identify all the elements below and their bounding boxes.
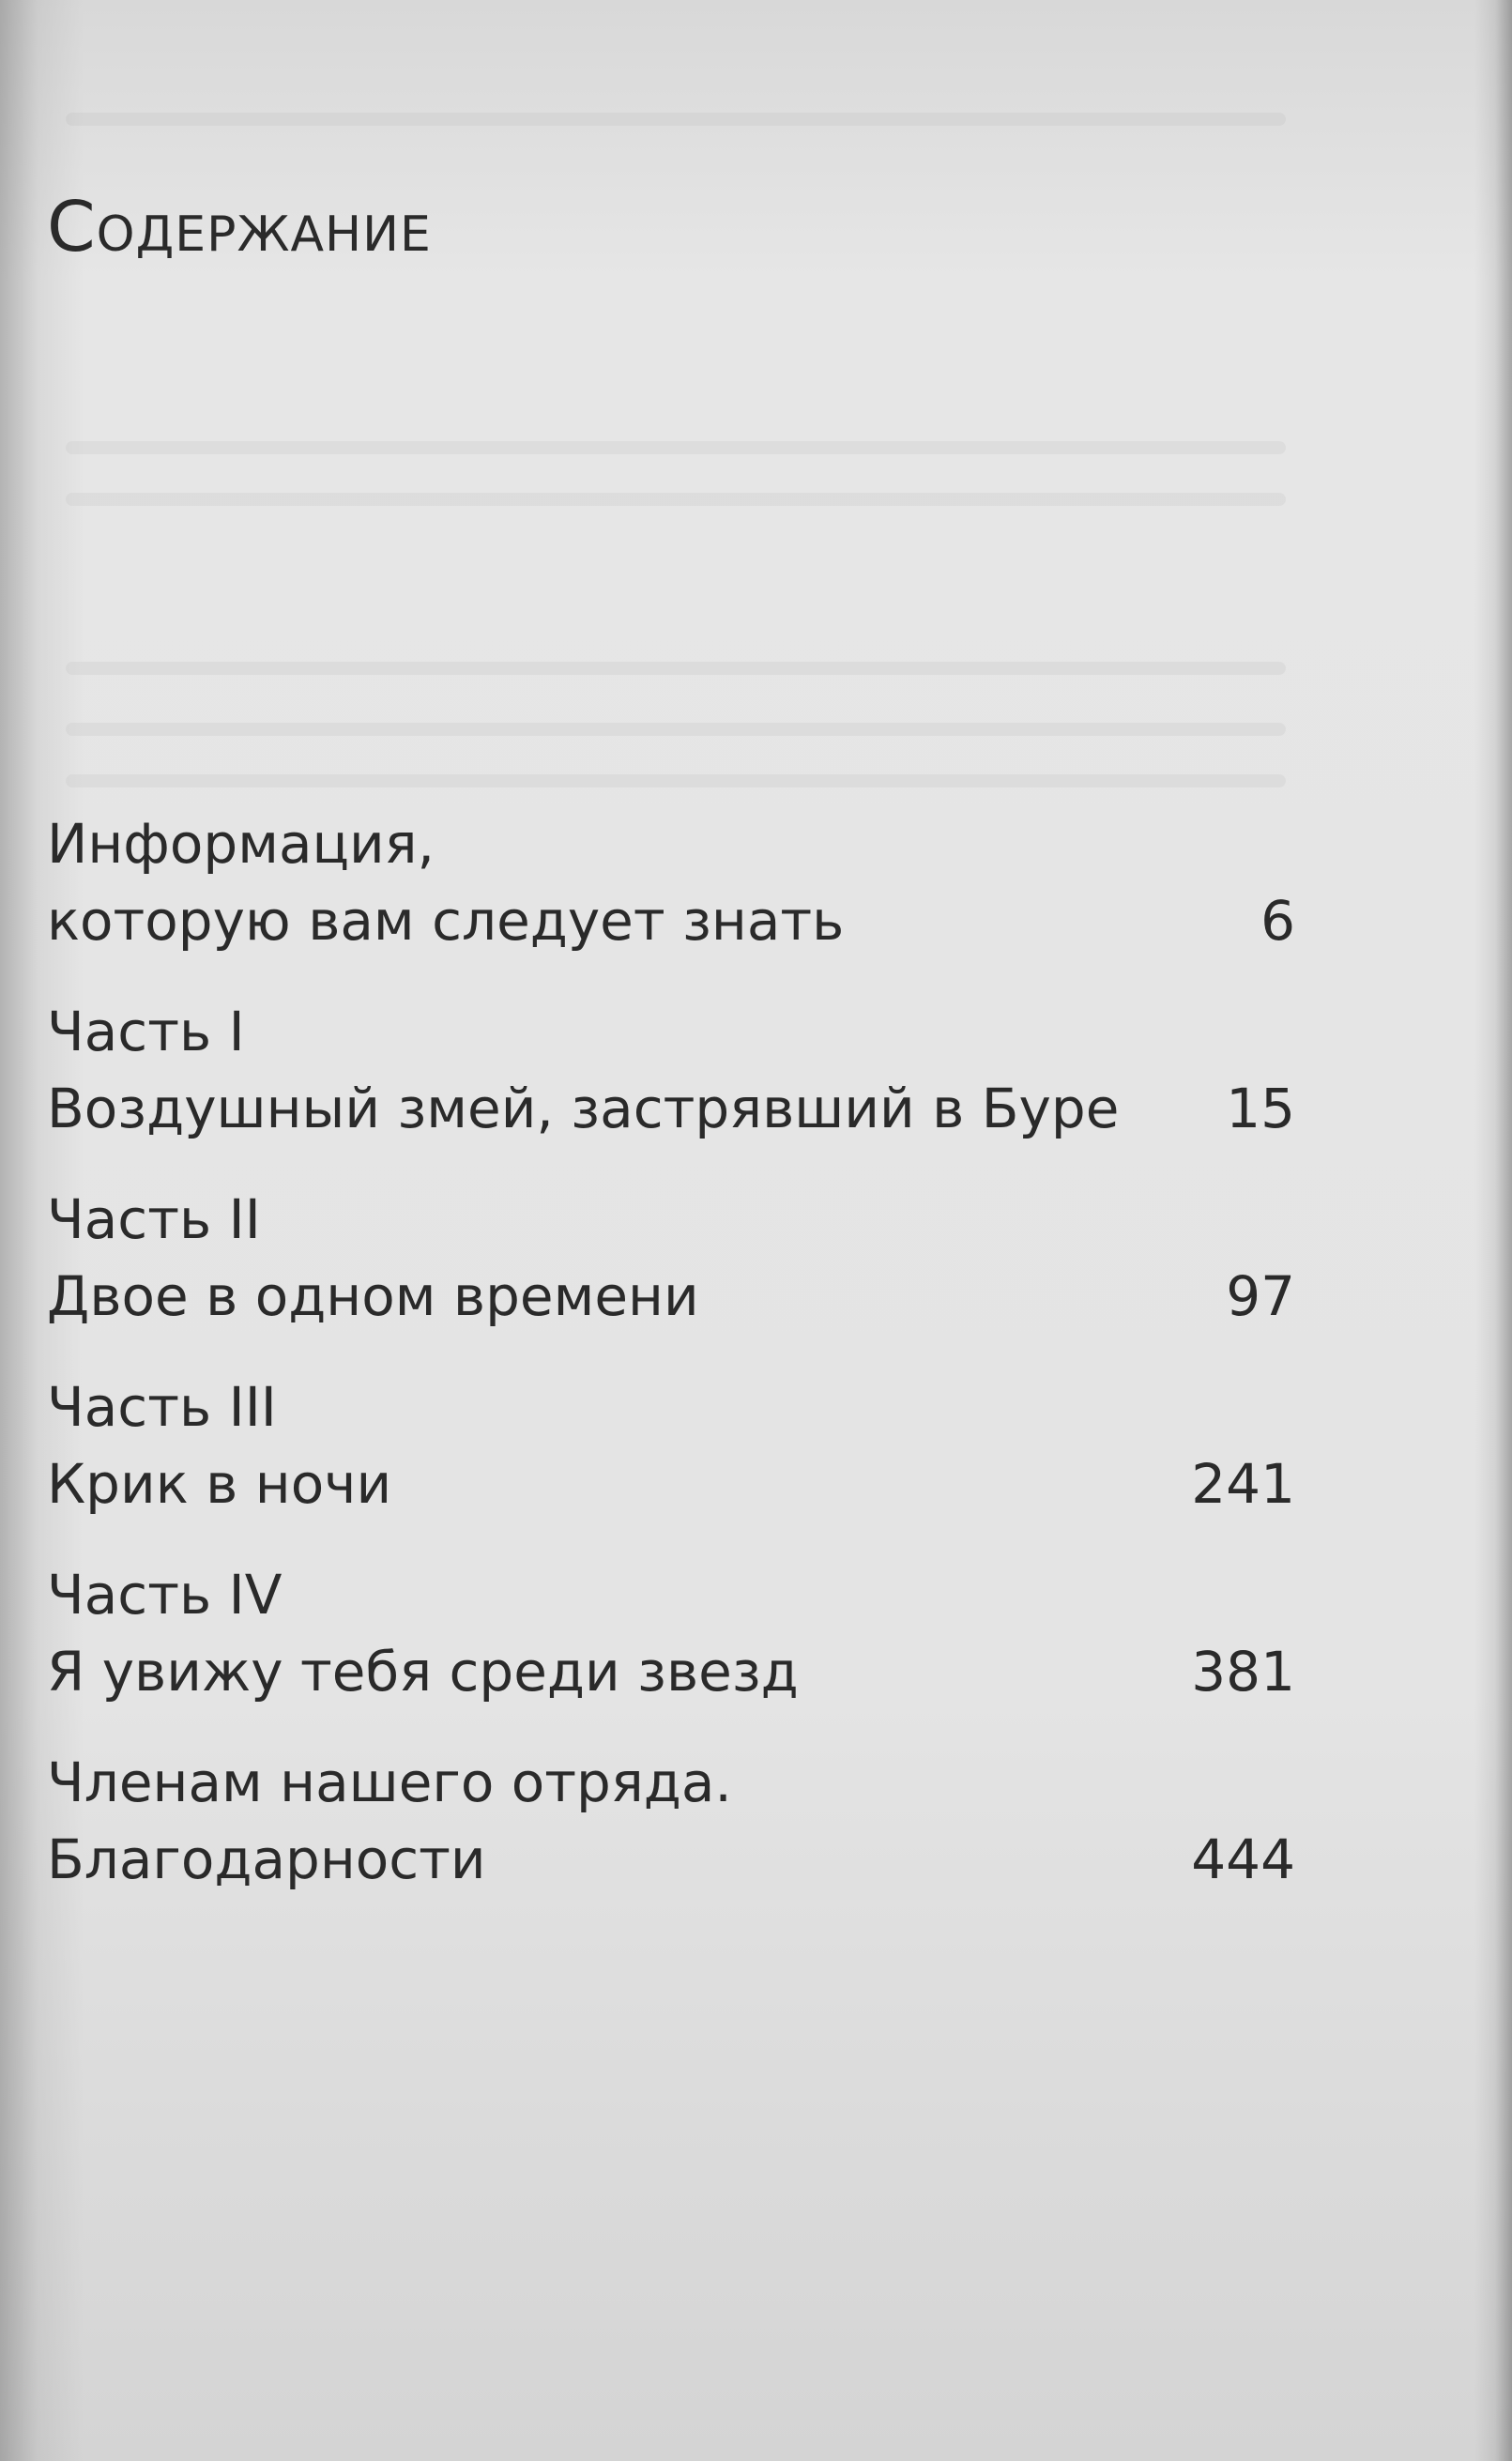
- toc-entry-line: Часть III: [47, 1375, 277, 1439]
- table-of-contents: [47, 805, 1295, 1932]
- toc-entry-part-1: [47, 993, 1295, 1147]
- toc-entry-line: Воздушный змей, застрявший в Буре: [47, 1077, 1120, 1140]
- toc-entry-line: Часть I: [47, 1000, 245, 1063]
- bleed-through-line: [66, 441, 1286, 454]
- toc-entry-line: которую вам следует знать: [47, 889, 845, 953]
- toc-entry-info: [47, 805, 1295, 959]
- bleed-through-line: [66, 113, 1286, 126]
- toc-entry-part-2: [47, 1181, 1295, 1335]
- toc-entry-acknowledgements: [47, 1744, 1295, 1898]
- bleed-through-line: [66, 774, 1286, 787]
- toc-page-number: 97: [1226, 1264, 1295, 1328]
- toc-page-number: 444: [1191, 1827, 1295, 1891]
- toc-entry-line: Я увижу тебя среди звезд: [47, 1640, 799, 1704]
- toc-page-number: 241: [1191, 1452, 1295, 1516]
- toc-entry-line: Крик в ночи: [47, 1452, 392, 1516]
- toc-page-number: 15: [1226, 1077, 1295, 1140]
- toc-entry-line: Часть IV: [47, 1563, 283, 1627]
- bleed-through-line: [66, 723, 1286, 736]
- toc-entry-line: Информация,: [47, 812, 435, 876]
- bleed-through-line: [66, 662, 1286, 675]
- toc-entry-part-3: [47, 1368, 1295, 1522]
- toc-entry-line: Членам нашего отряда.: [47, 1750, 732, 1814]
- toc-page-number: 381: [1191, 1640, 1295, 1704]
- toc-entry-part-4: [47, 1556, 1295, 1710]
- toc-entry-line: Двое в одном времени: [47, 1264, 699, 1328]
- toc-entry-line: Часть II: [47, 1187, 261, 1251]
- toc-page-number: 6: [1260, 889, 1295, 953]
- bleed-through-line: [66, 493, 1286, 506]
- toc-entry-line: Благодарности: [47, 1827, 486, 1891]
- page-title: Содержание: [47, 187, 432, 268]
